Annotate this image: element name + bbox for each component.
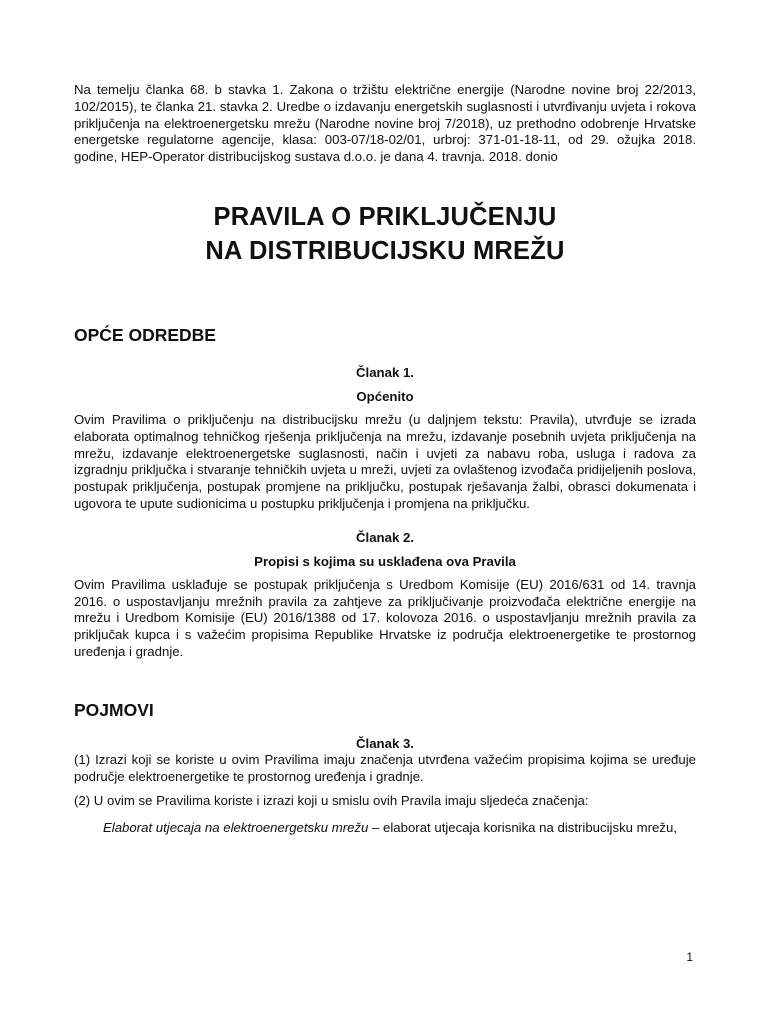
section-heading-terms: POJMOVI [74,699,154,720]
document-title-line-1: PRAVILA O PRIKLJUČENJU [213,202,557,231]
article-1-text: Ovim Pravilima o priključenju na distribucijsku mrežu (u daljnjem tekstu: Pravila), utvrđuje se izrada elaborata optimalnog tehničkog rješenja priključenja na mrežu, izdavanje posebnih uvjeta priključenja na mrežu, izdavanje elektroenergetske suglasnosti, način i uvjeti za nabavu roba, usluga i radova za izgradnju priključka i stvaranje tehničkih uvjeta u mreži, uvjeti za ovlaštenog izvođača pridijeljenih poslova, postupak priključenja, postupak promjene na priključku, postupak rješavanja žalbi, obrasci dokumenata i ugovora te upute sudionicima u postupku priključenja i promjena na priključku. [74,411,696,511]
article-3-number: Članak 3. [356,735,414,751]
article-2-number: Članak 2. [356,529,414,545]
article-2-text: Ovim Pravilima usklađuje se postupak priključenja s Uredbom Komisije (EU) 2016/631 od 14. travnja 2016. o uspostavljanju mrežnih pravila za zahtjeve za priključivanje proizvođača električne energije na mrežu i Uredbom Komisije (EU) 2016/1388 od 17. kolovoza 2016. o uspostavljanju mrežnih pravila za priključak kupca i s važećim propisima Republike Hrvatske iz područja elektroenergetike te prostornog uređenja i gradnje. [74,576,696,659]
paragraph-2-text: U ovim se Pravilima koriste i izrazi koji u smislu ovih Pravila imaju sljedeća značenja: [93,793,589,809]
article-1-number: Članak 1. [356,364,414,380]
definition-term: Elaborat utjecaja na elektroenergetsku mrežu [103,820,369,836]
paragraph-2-number: (2) [74,793,91,809]
article-3-paragraph-1 [74,752,696,786]
document-title-line-2: NA DISTRIBUCIJSKU MREŽU [205,236,565,265]
section-heading-general: OPĆE ODREDBE [74,324,216,345]
page-number: 1 [686,950,693,964]
document-title [74,200,696,268]
definition-entry [103,820,696,837]
paragraph-1-text: Izrazi koji se koriste u ovim Pravilima imaju značenja utvrđena važećim propisima kojima se uređuje područje elektroenergetike te prostornog uređenja i gradnje. [74,751,696,784]
paragraph-1-number: (1) [74,751,91,767]
document-page [74,82,696,837]
definition-text: – elaborat utjecaja korisnika na distribucijsku mrežu, [368,820,677,836]
article-3-paragraph-2 [74,793,696,810]
intro-paragraph: Na temelju članka 68. b stavka 1. Zakona o tržištu električne energije (Narodne novine broj 22/2013, 102/2015), te članka 21. stavka 2. Uredbe o izdavanju energetskih suglasnosti i utvrđivanju uvjeta i rokova priključenja na elektroenergetsku mrežu (Narodne novine broj 7/2018), uz prethodno odobrenje Hrvatske energetske regulatorne agencije, klasa: 003-07/18-02/01, urbroj: 371-01-18-11, od 29. ožujka 2018. godine, HEP-Operator distribucijskog sustava d.o.o. je dana 4. travnja. 2018. donio [74,82,696,165]
article-2-title: Propisi s kojima su usklađena ova Pravila [254,553,516,569]
article-1-title: Općenito [356,388,414,404]
